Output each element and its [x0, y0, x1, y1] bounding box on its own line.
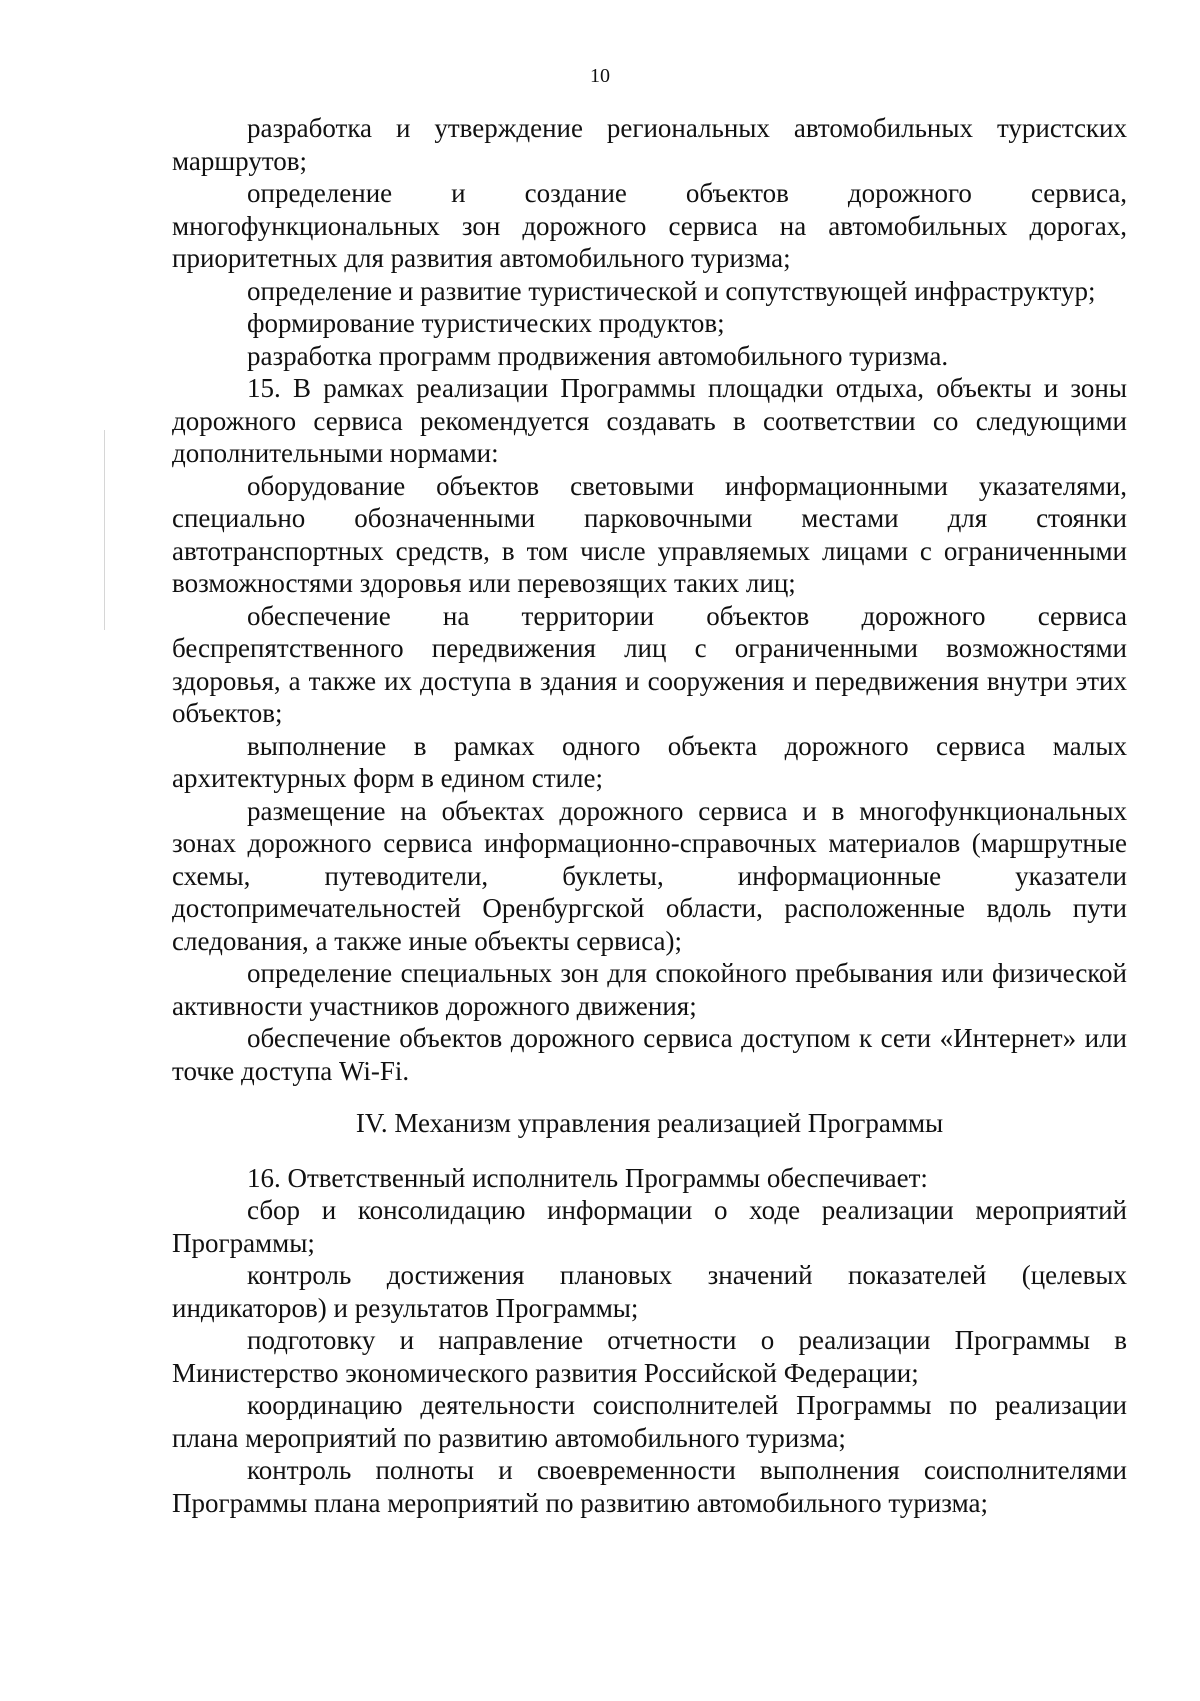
document-body [172, 112, 1127, 1519]
paragraph: контроль достижения плановых значений показателей (целевых индикаторов) и результатов Программы; [172, 1260, 1127, 1323]
paragraph: обеспечение объектов дорожного сервиса доступом к сети «Интернет» или точке доступа Wi-Fi. [172, 1023, 1127, 1086]
paragraph: контроль полноты и своевременности выполнения соисполнителями Программы плана мероприятий по развитию автомобильного туризма; [172, 1455, 1127, 1518]
paragraph: обеспечение на территории объектов дорожного сервиса беспрепятственного передвижения лиц с ограниченными возможностями здоровья, а также их доступа в здания и сооружения и передвижения внутри этих объектов; [172, 600, 1127, 728]
paragraph: координацию деятельности соисполнителей Программы по реализации плана мероприятий по развитию автомобильного туризма; [172, 1390, 1127, 1453]
paragraph: разработка программ продвижения автомобильного туризма. [247, 340, 949, 371]
page-number: 10 [590, 65, 610, 87]
paragraph: подготовку и направление отчетности о реализации Программы в Министерство экономического развития Российской Федерации; [172, 1325, 1127, 1388]
paragraph-item-16: 16. Ответственный исполнитель Программы обеспечивает: [247, 1162, 928, 1193]
paragraph: определение и развитие туристической и сопутствующей инфраструктур; [247, 275, 1096, 306]
paragraph: сбор и консолидацию информации о ходе реализации мероприятий Программы; [172, 1195, 1127, 1258]
scan-margin-line [104, 430, 105, 630]
paragraph: формирование туристических продуктов; [247, 308, 725, 338]
paragraph: определение и создание объектов дорожного сервиса, многофункциональных зон дорожного сервиса на автомобильных дорогах, приоритетных для развития автомобильного туризма; [172, 178, 1127, 273]
paragraph: определение специальных зон для спокойного пребывания или физической активности участников дорожного движения; [172, 958, 1127, 1021]
paragraph: выполнение в рамках одного объекта дорожного сервиса малых архитектурных форм в едином стиле; [172, 730, 1127, 793]
paragraph: оборудование объектов световыми информационными указателями, специально обозначенными парковочными местами для стоянки автотранспортных средств, в том числе управляемых лицами с ограниченными возможностями здоровья или перевозящих таких лиц; [172, 470, 1127, 598]
paragraph: разработка и утверждение региональных автомобильных туристских маршрутов; [172, 113, 1127, 176]
section-heading: IV. Механизм управления реализацией Программы [355, 1108, 944, 1138]
paragraph-item-15: 15. В рамках реализации Программы площадки отдыха, объекты и зоны дорожного сервиса рекомендуется создавать в соответствии со следующими дополнительными нормами: [172, 373, 1127, 468]
paragraph: размещение на объектах дорожного сервиса и в многофункциональных зонах дорожного сервиса информационно-справочных материалов (маршрутные схемы, путеводители, буклеты, информационные указатели достопримечательностей Оренбургской области, расположенные вдоль пути следования, а также иные объекты сервиса); [172, 795, 1127, 956]
